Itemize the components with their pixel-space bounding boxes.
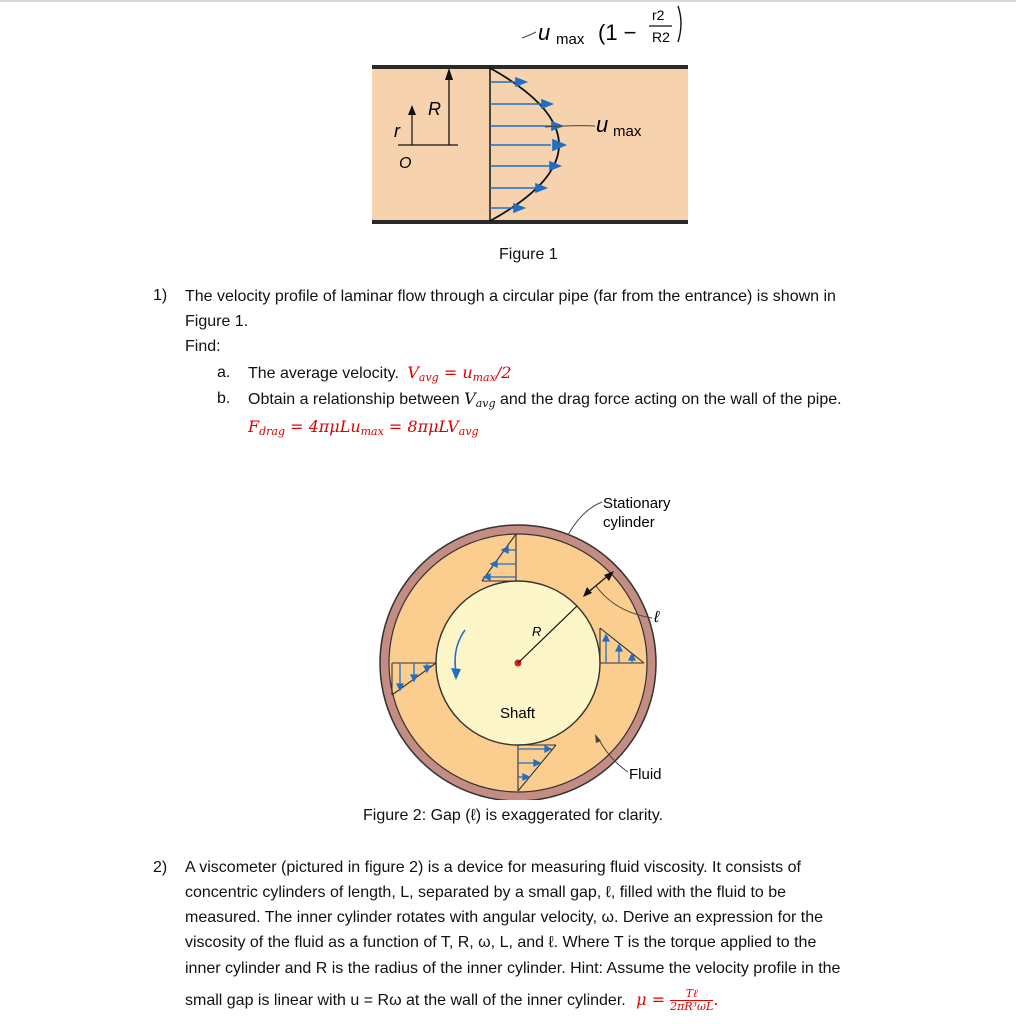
fig2-label-ell: ℓ <box>654 609 660 626</box>
fig1-eq-paren: (1 − <box>598 20 637 45</box>
q2-line1: A viscometer (pictured in figure 2) is a device for measuring fluid viscosity. It consists of <box>185 859 801 876</box>
q2-line6-row <box>185 987 718 1013</box>
q2-answer-fraction <box>670 988 713 1013</box>
fig2-label-shaft: Shaft <box>500 705 536 722</box>
q2-line3: measured. The inner cylinder rotates with angular velocity, ω. Derive an expression for the <box>185 909 823 926</box>
figure-2-caption: Figure 2: Gap (ℓ) is exaggerated for clarity. <box>363 807 664 824</box>
figure-1-pipe-flow <box>360 0 700 235</box>
fig1-umax-u: u <box>596 112 609 137</box>
fig2-stationary-leader <box>568 502 602 535</box>
q1-text-line1: The velocity profile of laminar flow through a circular pipe (far from the entrance) is shown in <box>185 288 836 305</box>
q1b-text-post: and the drag force acting on the wall of the pipe. <box>500 391 842 408</box>
q1a-text: The average velocity. <box>248 365 399 382</box>
q2-line6: small gap is linear with u = Rω at the wall of the inner cylinder. <box>185 992 626 1009</box>
fig1-label-R: R <box>428 99 441 119</box>
fig2-label-stationary-2: cylinder <box>603 514 655 531</box>
q1-text-line2: Figure 1. <box>185 313 249 330</box>
q2-answer: μ = $\frac{\text{Tℓ}}{\text{2πR³ωL}}$ . <box>636 987 719 1013</box>
q1b-vavg: $V_{avg}$ <box>464 389 496 410</box>
fig1-label-O: O <box>399 155 412 172</box>
q2-line5: inner cylinder and R is the radius of the inner cylinder. Hint: Assume the velocity profile in the <box>185 960 841 977</box>
q1-number: 1) <box>153 287 168 304</box>
fig1-eq-u: u <box>538 20 551 45</box>
fig1-eq-close-paren <box>678 6 681 42</box>
q1a-label: a. <box>217 364 231 381</box>
q1b-answer: $F_{drag} = 4\pi\mu Lu_{max} = 8\pi\mu LV_{avg}$ <box>248 417 479 438</box>
fig2-label-R: R <box>532 624 542 639</box>
fig1-eq-den: R2 <box>652 29 670 45</box>
figure-2-viscometer <box>370 480 700 800</box>
fig2-label-stationary-1: Stationary <box>603 495 671 512</box>
q2-answer-den: 2πR³ωL <box>670 1000 714 1013</box>
q1b-text-pre: Obtain a relationship between <box>248 391 460 408</box>
fig1-eq-leader <box>522 32 536 38</box>
q2-line2: concentric cylinders of length, L, separated by a small gap, ℓ, filled with the fluid to be <box>185 884 787 901</box>
q1-find: Find: <box>185 338 221 355</box>
fig1-eq-num: r2 <box>652 7 665 23</box>
q2-answer-lhs: μ = <box>636 990 666 1009</box>
q2-line4: viscosity of the fluid as a function of T, R, ω, L, and ℓ. Where T is the torque applied to the <box>185 934 817 951</box>
fig1-umax-sub: max <box>613 123 642 140</box>
q1b-row <box>248 386 842 416</box>
q1b-label: b. <box>217 390 231 407</box>
fig1-eq-max: max <box>556 31 585 48</box>
q2-answer-num: Tℓ <box>670 988 713 1001</box>
q2-number: 2) <box>153 859 168 876</box>
fig2-label-fluid: Fluid <box>629 766 662 783</box>
figure-1-caption: Figure 1 <box>499 246 558 263</box>
fig1-label-r: r <box>394 121 400 141</box>
q1a-answer: $V_{avg} = u_{max}/2$ <box>407 363 512 384</box>
